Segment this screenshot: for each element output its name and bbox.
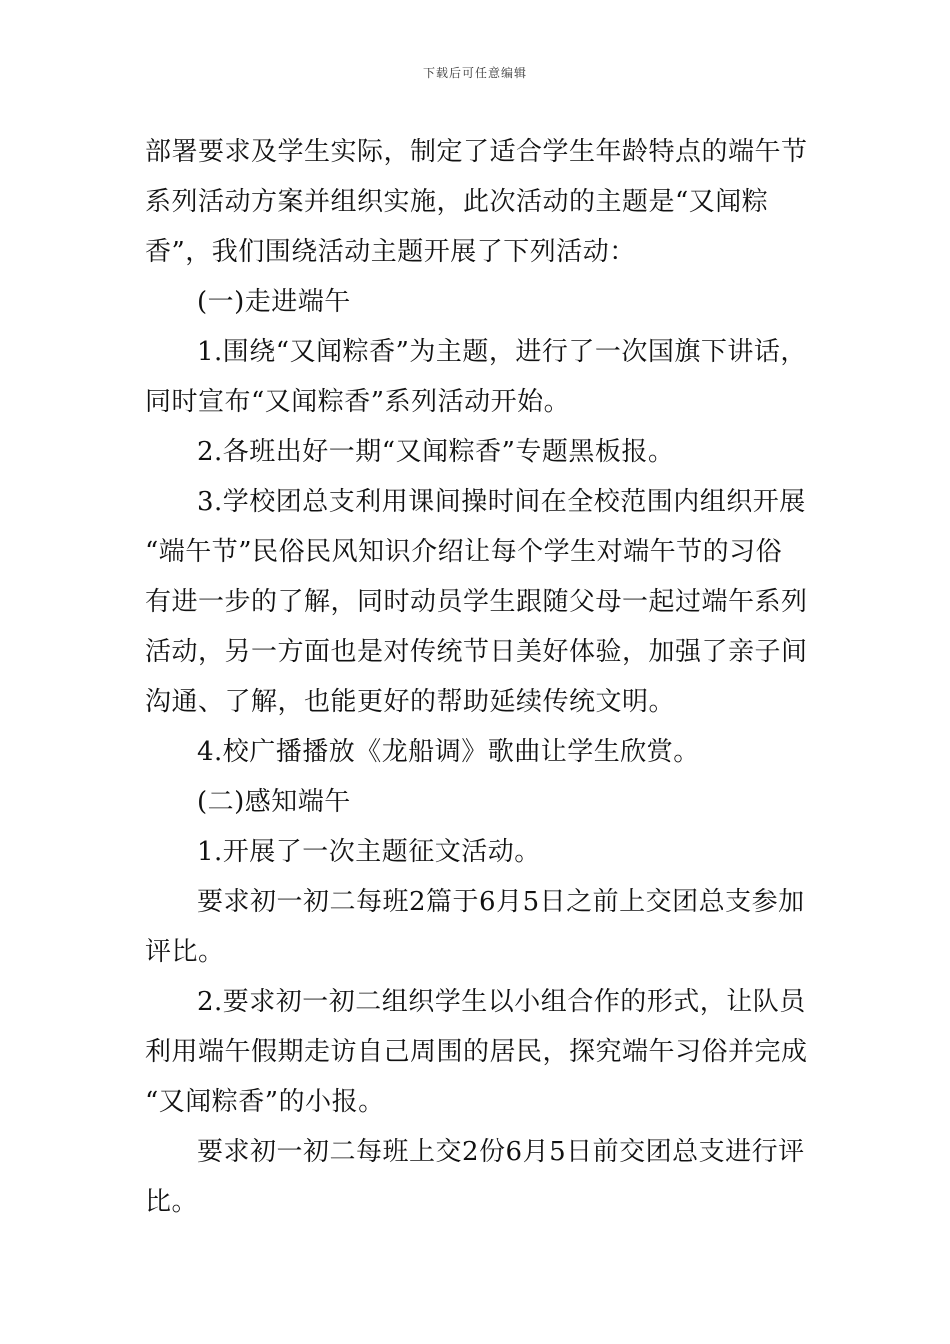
body-line: 部署要求及学生实际，制定了适合学生年龄特点的端午节 [145,137,808,167]
body-line: 比。 [145,1187,199,1217]
body-line: 1.围绕“又闻粽香”为主题，进行了一次国旗下讲话， [197,337,807,367]
section-heading: (二)感知端午 [197,787,351,817]
body-line: “又闻粽香”的小报。 [145,1087,385,1117]
body-line: 要求初一初二每班上交2份6月5日前交团总支进行评 [197,1137,805,1167]
page-header: 下载后可任意编辑 [422,66,527,80]
body-line: 沟通、了解，也能更好的帮助延续传统文明。 [145,687,676,717]
document-body [145,127,810,1227]
body-line: 系列活动方案并组织实施，此次活动的主题是“又闻粽 [145,187,769,217]
body-line: 有进一步的了解，同时动员学生跟随父母一起过端午系列 [145,587,808,617]
body-line: 利用端午假期走访自己周围的居民，探究端午习俗并完成 [145,1037,808,1067]
body-line: “端午节”民俗民风知识介绍让每个学生对端午节的习俗 [145,537,783,567]
body-line: 要求初一初二每班2篇于6月5日之前上交团总支参加 [197,887,805,917]
body-line: 4.校广播播放《龙船调》歌曲让学生欣赏。 [197,737,700,767]
body-line: 同时宣布“又闻粽香”系列活动开始。 [145,387,571,417]
body-line: 2.各班出好一期“又闻粽香”专题黑板报。 [197,437,675,467]
body-line: 评比。 [145,937,225,967]
section-heading: (一)走进端午 [197,287,351,317]
body-line: 活动，另一方面也是对传统节日美好体验，加强了亲子间 [145,637,808,667]
body-line: 1.开展了一次主题征文活动。 [197,837,541,867]
body-line: 香”，我们围绕活动主题开展了下列活动： [145,237,636,267]
body-line: 2.要求初一初二组织学生以小组合作的形式，让队员 [197,987,806,1017]
body-line: 3.学校团总支利用课间操时间在全校范围内组织开展 [197,487,806,517]
